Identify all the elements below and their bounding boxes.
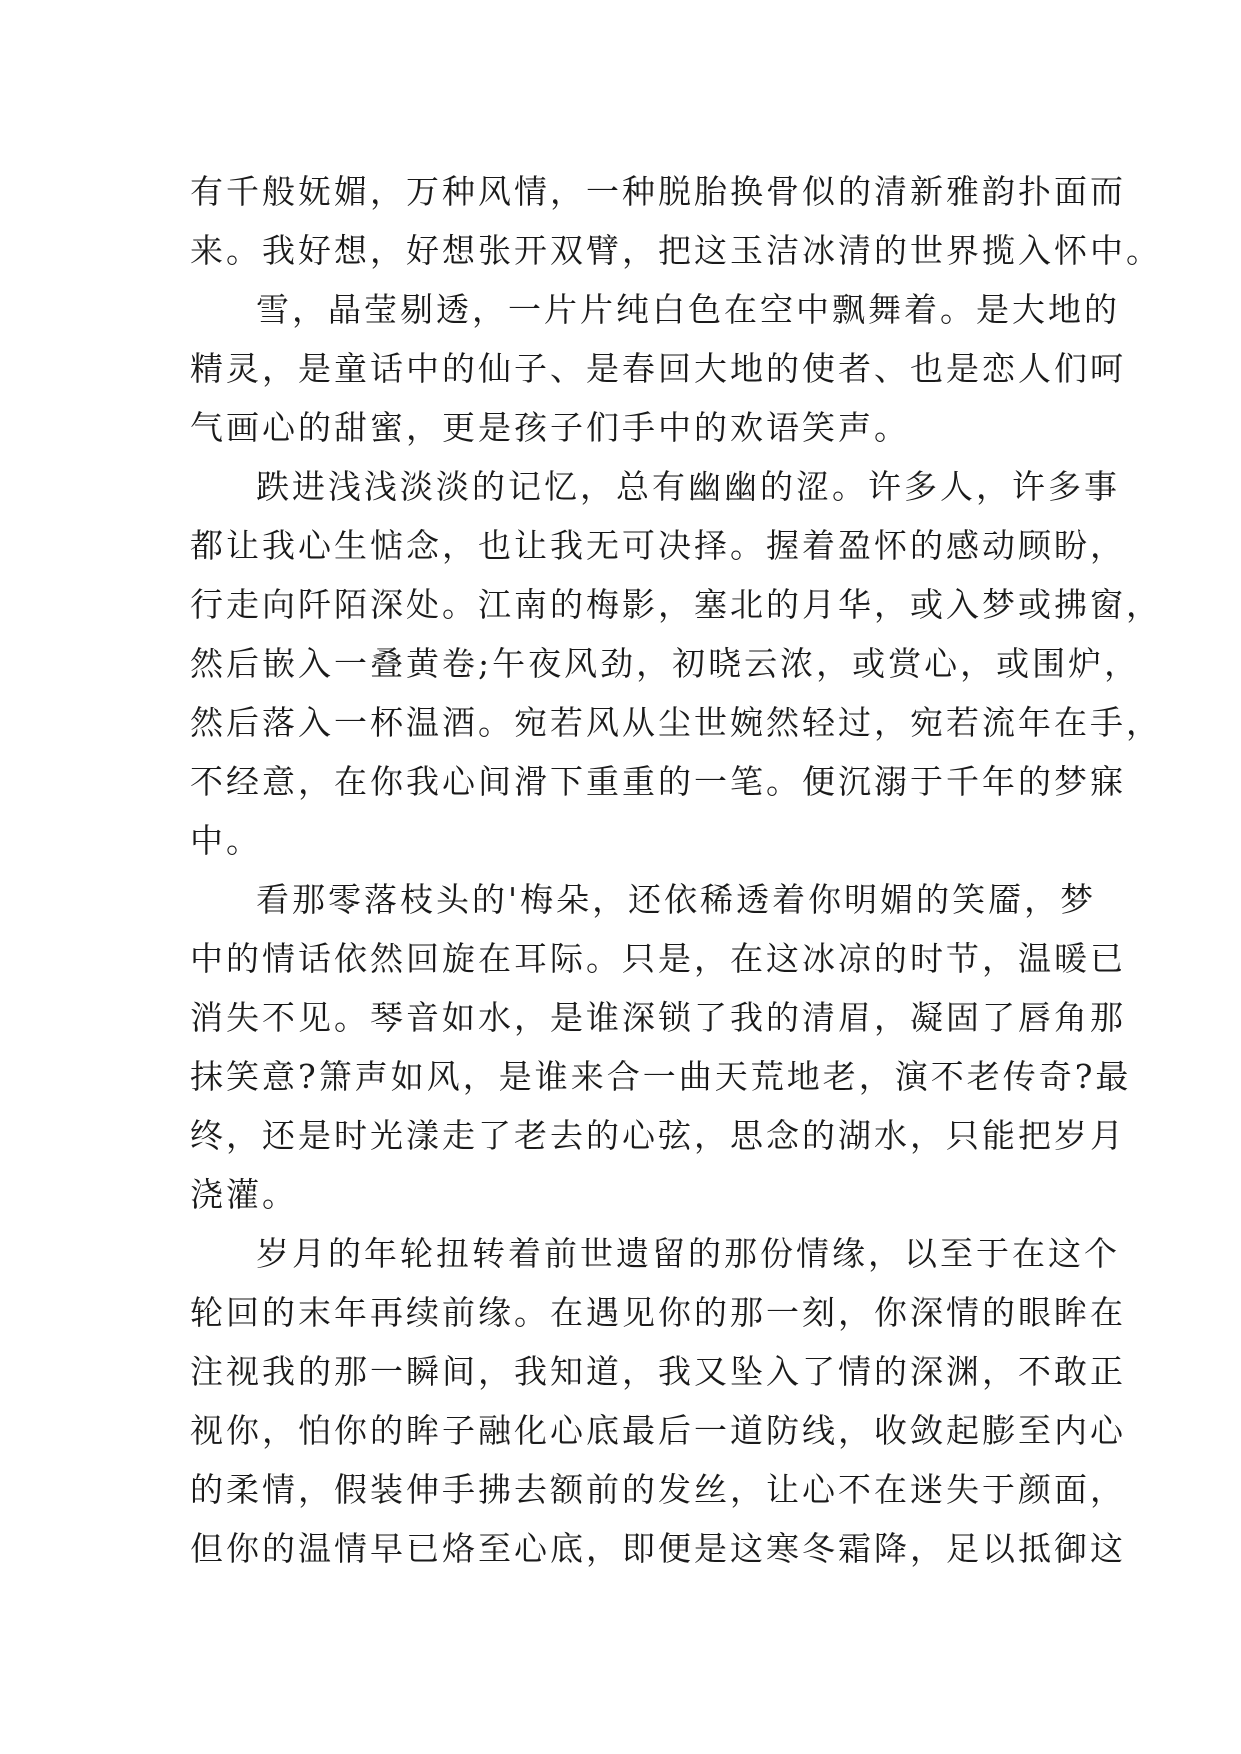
text-line: 视你，怕你的眸子融化心底最后一道防线，收敛起膨至内心 [190, 1411, 1126, 1450]
paragraph-start-line: 跌进浅浅淡淡的记忆，总有幽幽的涩。许多人，许多事 [256, 467, 1120, 506]
paragraph-start-line: 岁月的年轮扭转着前世遗留的那份情缘，以至于在这个 [256, 1234, 1120, 1273]
text-line: 抹笑意?箫声如风，是谁来合一曲天荒地老，演不老传奇?最 [190, 1057, 1132, 1096]
text-line: 然后落入一杯温酒。宛若风从尘世婉然轻过，宛若流年在手， [190, 703, 1162, 742]
paragraph-start-line: 雪，晶莹剔透，一片片纯白色在空中飘舞着。是大地的 [256, 290, 1120, 329]
text-line: 行走向阡陌深处。江南的梅影，塞北的月华，或入梦或拂窗， [190, 585, 1162, 624]
article-body [190, 162, 1162, 1578]
text-line: 消失不见。琴音如水，是谁深锁了我的清眉，凝固了唇角那 [190, 998, 1126, 1037]
text-line: 精灵，是童话中的仙子、是春回大地的使者、也是恋人们呵 [190, 349, 1126, 388]
text-line: 的柔情，假装伸手拂去额前的发丝，让心不在迷失于颜面， [190, 1470, 1126, 1509]
text-line: 来。我好想，好想张开双臂，把这玉洁冰清的世界揽入怀中。 [190, 231, 1162, 270]
text-line: 有千般妩媚，万种风情，一种脱胎换骨似的清新雅韵扑面而 [190, 172, 1126, 211]
text-line: 但你的温情早已烙至心底，即便是这寒冬霜降，足以抵御这 [190, 1529, 1126, 1568]
text-line: 都让我心生惦念，也让我无可决择。握着盈怀的感动顾盼， [190, 526, 1126, 565]
text-line: 不经意，在你我心间滑下重重的一笔。便沉溺于千年的梦寐 [190, 762, 1126, 801]
text-line: 中的情话依然回旋在耳际。只是，在这冰凉的时节，温暖已 [190, 939, 1126, 978]
text-line: 中。 [190, 821, 262, 860]
text-line: 终，还是时光漾走了老去的心弦，思念的湖水，只能把岁月 [190, 1116, 1126, 1155]
paragraph-start-line: 看那零落枝头的'梅朵，还依稀透着你明媚的笑靥，梦 [256, 880, 1097, 919]
text-line: 轮回的末年再续前缘。在遇见你的那一刻，你深情的眼眸在 [190, 1293, 1126, 1332]
text-line: 浇灌。 [190, 1175, 298, 1214]
text-line: 气画心的甜蜜，更是孩子们手中的欢语笑声。 [190, 408, 910, 447]
text-line: 注视我的那一瞬间，我知道，我又坠入了情的深渊，不敢正 [190, 1352, 1126, 1391]
text-line: 然后嵌入一叠黄卷;午夜风劲，初晓云浓，或赏心，或围炉， [190, 644, 1141, 683]
